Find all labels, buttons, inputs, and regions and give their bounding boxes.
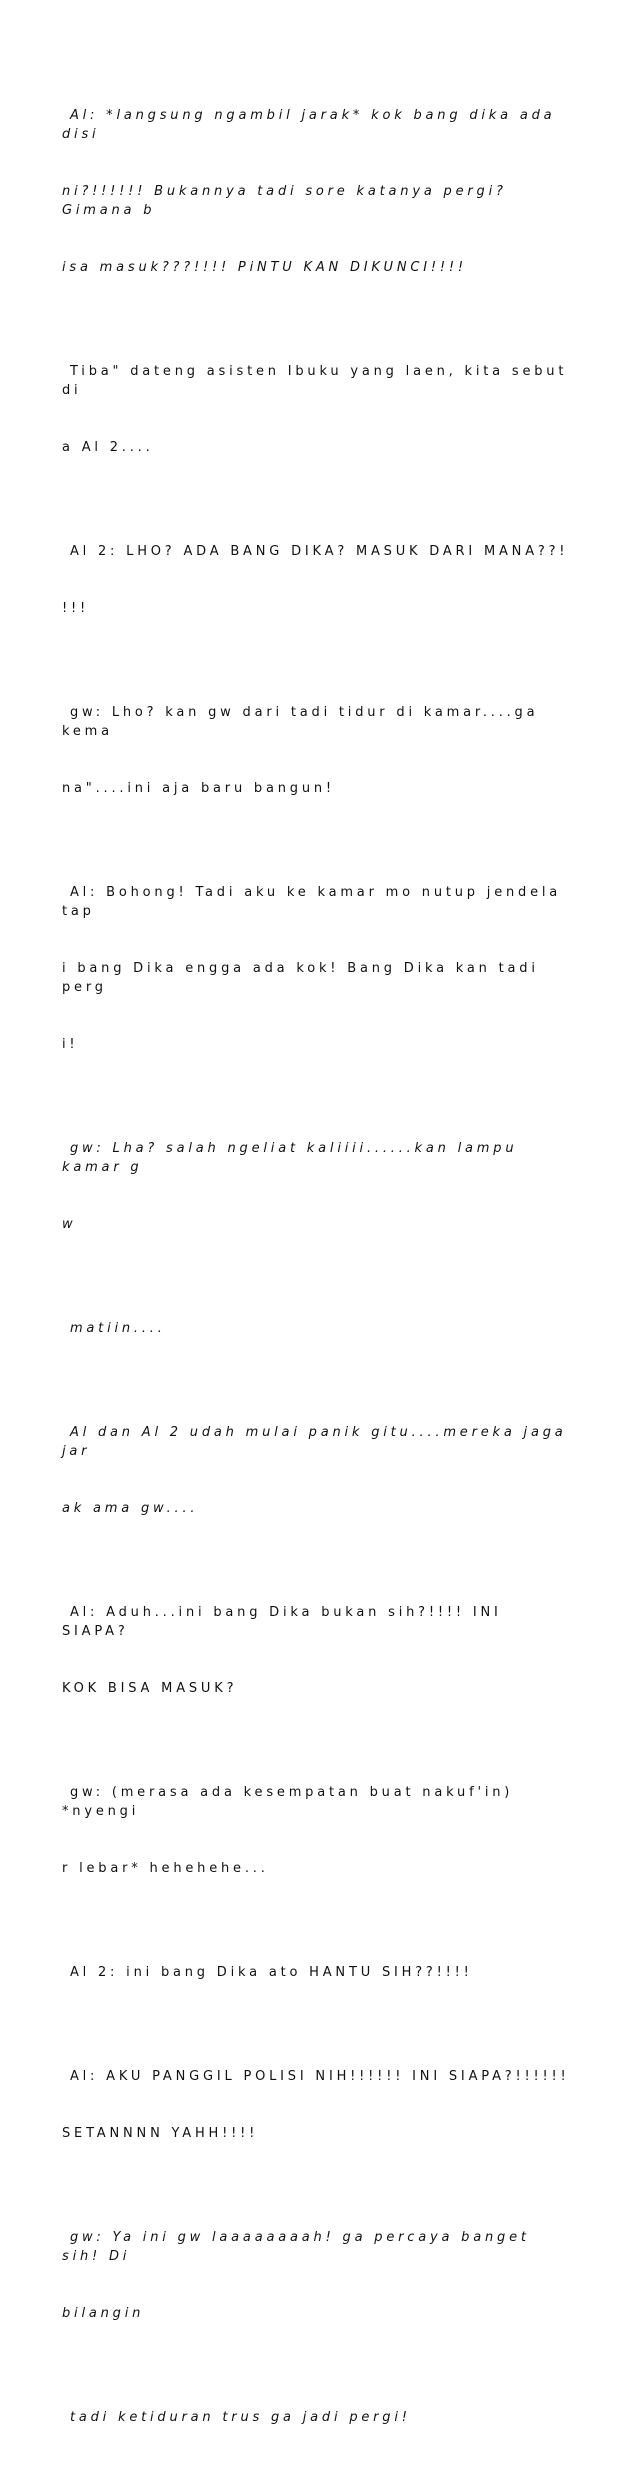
paragraph-3: [62, 504, 572, 656]
paragraph-14: [62, 2370, 572, 2465]
paragraph-6: [62, 1101, 572, 1272]
text-line: isa masuk???!!!! PiNTU KAN DIKUNCI!!!!: [62, 260, 467, 275]
text-line: matiin....: [62, 1321, 166, 1336]
paragraph-10: [62, 1745, 572, 1916]
text-line: Al: Bohong! Tadi aku ke kamar mo nutup jendela tap: [62, 885, 570, 919]
paragraph-7: [62, 1281, 572, 1376]
text-line: Al: Aduh...ini bang Dika bukan sih?!!!! INI SIAPA?: [62, 1605, 510, 1639]
paragraph-1: [62, 68, 572, 315]
paragraph-4: [62, 665, 572, 836]
text-line: r lebar* hehehehe...: [62, 1861, 269, 1876]
text-line: a Al 2....: [62, 440, 154, 455]
text-line: na"....ini aja baru bangun!: [62, 781, 335, 796]
text-line: gw: Ya ini gw laaaaaaaah! ga percaya banget sih! Di: [62, 2230, 538, 2264]
text-line: !!!: [62, 601, 90, 616]
paragraph-13: [62, 2190, 572, 2361]
text-line: Tiba" dateng asisten Ibuku yang laen, kita sebut di: [62, 364, 576, 398]
text-line: Al 2: LHO? ADA BANG DIKA? MASUK DARI MANA??!: [62, 544, 569, 559]
text-line: i!: [62, 1037, 79, 1052]
text-line: bilangin: [62, 2306, 145, 2321]
text-line: Al: *langsung ngambil jarak* kok bang dika ada disi: [62, 108, 564, 142]
text-line: gw: Lha? salah ngeliat kaliiii......kan lampu kamar g: [62, 1141, 526, 1175]
text-line: w: [62, 1217, 77, 1232]
paragraph-12: [62, 2029, 572, 2181]
text-line: Al dan Al 2 udah mulai panik gitu....mereka jaga jar: [62, 1425, 575, 1459]
paragraph-5: [62, 845, 572, 1092]
text-line: SETANNNN YAHH!!!!: [62, 2126, 259, 2141]
paragraph-11: [62, 1925, 572, 2020]
paragraph-8: [62, 1385, 575, 1556]
text-line: KOK BISA MASUK?: [62, 1681, 238, 1696]
text-line: Al: AKU PANGGIL POLISI NIH!!!!!! INI SIAPA?!!!!!!: [62, 2069, 570, 2084]
text-line: ni?!!!!!! Bukannya tadi sore katanya pergi? Gimana b: [62, 184, 515, 218]
text-line: i bang Dika engga ada kok! Bang Dika kan tadi perg: [62, 961, 547, 995]
text-line: ak ama gw....: [62, 1501, 199, 1516]
paragraph-9: [62, 1565, 572, 1736]
text-line: tadi ketiduran trus ga jadi pergi!: [62, 2410, 411, 2425]
paragraph-2: [62, 324, 576, 495]
text-line: gw: Lho? kan gw dari tadi tidur di kamar....ga kema: [62, 705, 547, 739]
text-line: Al 2: ini bang Dika ato HANTU SIH??!!!!: [62, 1965, 473, 1980]
text-line: gw: (merasa ada kesempatan buat nakuf'in) *nyengi: [62, 1785, 522, 1819]
document-page: [62, 68, 576, 2474]
